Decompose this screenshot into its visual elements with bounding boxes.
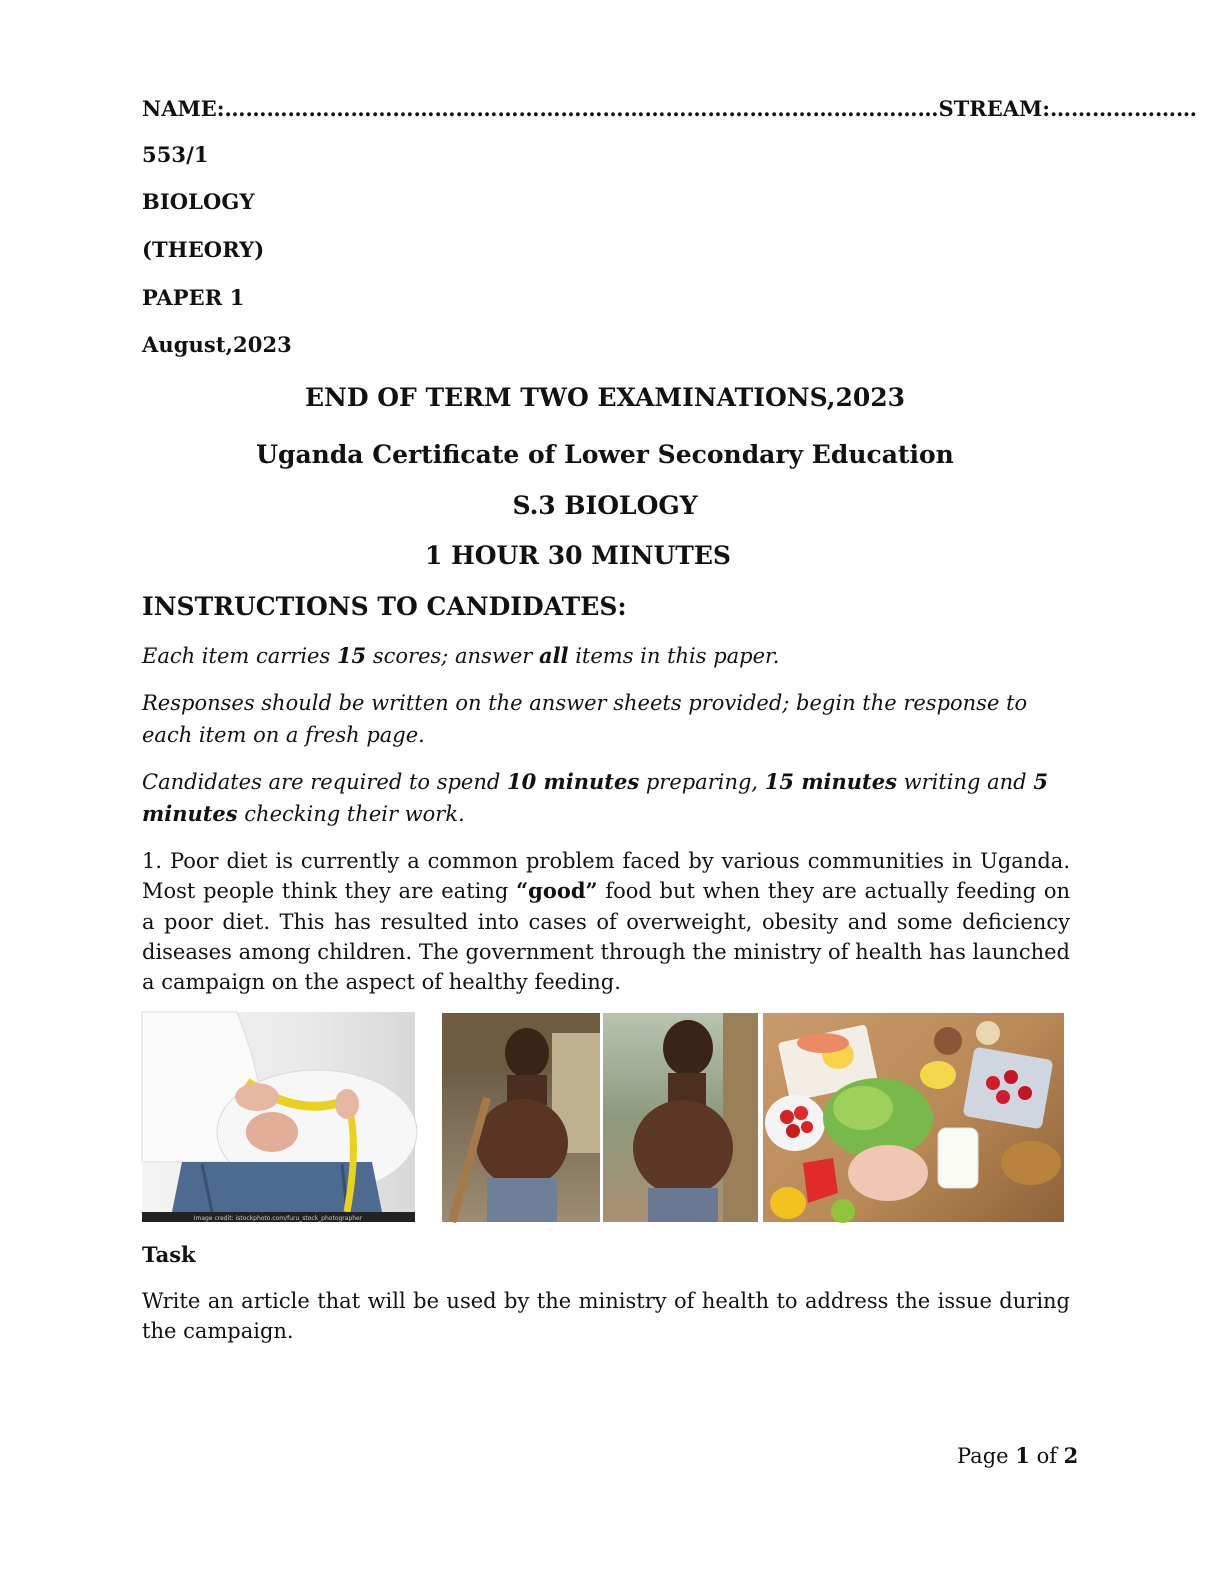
food-illustration — [763, 1013, 1064, 1222]
instructions-heading: INSTRUCTIONS TO CANDIDATES: — [142, 592, 627, 621]
theory-label: (THEORY) — [142, 237, 265, 262]
name-blank: ………………………………………………………………………………………… — [224, 96, 939, 121]
question-1 — [142, 846, 1070, 997]
page-current: 1 — [1015, 1443, 1030, 1468]
stream-blank: ………………… — [1050, 96, 1198, 121]
instr1-b: 15 — [336, 643, 367, 668]
instr1-c: scores; answer — [366, 644, 539, 668]
subject: BIOLOGY — [142, 189, 255, 214]
instr3-f: 5 minutes — [142, 769, 1048, 826]
malnourished-child-photo-1 — [442, 1013, 600, 1222]
overweight-man-photo — [142, 1012, 415, 1222]
instr1-e: items in this paper. — [568, 644, 780, 668]
duration: 1 HOUR 30 MINUTES — [424, 541, 731, 570]
instr3-b: 10 minutes — [507, 769, 640, 794]
page-word: Page — [957, 1444, 1016, 1468]
name-label: NAME: — [142, 96, 225, 121]
instr3-e: writing and — [896, 770, 1034, 794]
q1-text-a: 1. Poor diet is currently a common problem faced by various communities in Uganda. Most people think they are eating — [142, 849, 1070, 904]
instr1-d: all — [538, 643, 569, 668]
exam-title: END OF TERM TWO EXAMINATIONS,2023 — [304, 383, 906, 412]
q1-good: “good” — [516, 878, 598, 904]
q1-text-b: food but when they are actually feeding on a poor diet. This has resulted into cases of overweight, obesity and some deficiency diseases among children. The government through the ministry of health has launched a campaign on the aspect of healthy feeding. — [142, 879, 1070, 995]
child-illustration-1 — [442, 1013, 600, 1222]
instr3-a: Candidates are required to spend — [142, 770, 507, 794]
name-stream-line — [142, 96, 1198, 121]
image-credit: Image credit: istockphoto.com/furu_stock_photographer — [193, 1215, 363, 1222]
page-number — [957, 1443, 1078, 1468]
exam-date: August,2023 — [142, 332, 292, 357]
certificate-title: Uganda Certificate of Lower Secondary Education — [256, 440, 954, 469]
task-text: Write an article that will be used by the ministry of health to address the issue during the campaign. — [142, 1289, 1070, 1343]
healthy-food-photo — [763, 1013, 1064, 1222]
instruction-2: Responses should be written on the answer sheets provided; begin the response to each item on a fresh page. — [142, 691, 1028, 747]
instruction-3 — [142, 766, 1070, 830]
instr3-d: 15 minutes — [764, 769, 897, 794]
overweight-man-illustration — [142, 1012, 415, 1222]
instr3-c: preparing, — [639, 770, 765, 794]
paper-number: PAPER 1 — [142, 285, 245, 310]
task-heading: Task — [142, 1242, 196, 1267]
paper-code: 553/1 — [142, 142, 209, 167]
malnourished-child-photo-2 — [603, 1013, 758, 1222]
of-word: of — [1029, 1444, 1064, 1468]
child-illustration-2 — [603, 1013, 758, 1222]
instr1-a: Each item carries — [142, 644, 337, 668]
class-title: S.3 BIOLOGY — [512, 491, 698, 520]
stream-label: STREAM: — [938, 96, 1051, 121]
instr3-g: checking their work. — [237, 802, 465, 826]
page-total: 2 — [1063, 1443, 1079, 1468]
instruction-1 — [142, 640, 1070, 672]
